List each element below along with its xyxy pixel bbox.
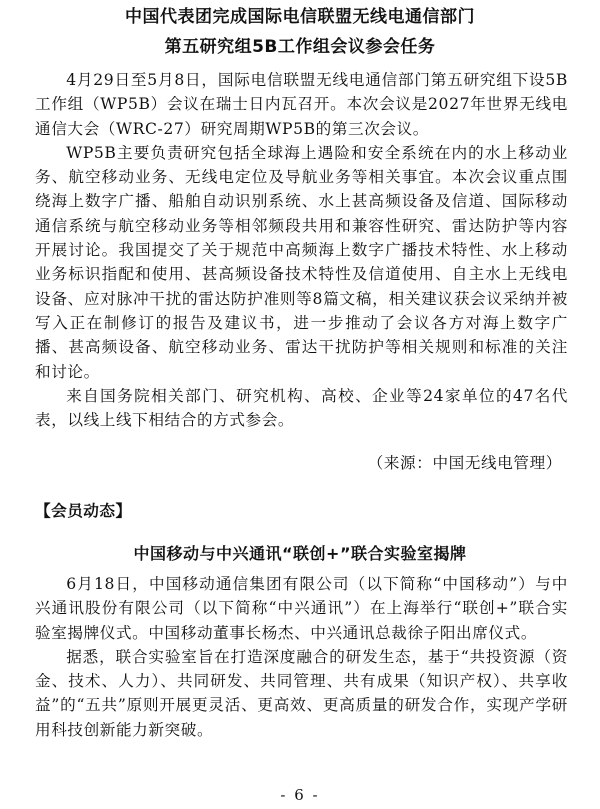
- article-body: [35, 68, 568, 432]
- paragraph: 4月29日至5月8日，国际电信联盟无线电通信部门第五研究组下设5B工作组（WP5B）会议在瑞士日内瓦召开。本次会议是2027年世界无线电通信大会（WRC-27）研究周期WP5B的第三次会议。: [35, 71, 568, 138]
- section-header: 【会员动态】: [35, 502, 132, 520]
- page-number: - 6 -: [280, 786, 320, 804]
- paragraph: 来自国务院相关部门、研究机构、高校、企业等24家单位的47名代表，以线上线下相结合的方式参会。: [35, 386, 568, 430]
- paragraph: 据悉，联合实验室旨在打造深度融合的研发生态，基于“共投资源（资金、技术、人力）、共同研发、共同管理、共有成果（知识产权）、共享收益”的“五共”原则开展更灵活、更高效、更高质量的研发合作，实现产学研用科技创新能力新突破。: [35, 647, 568, 739]
- article-title-line-2: 第五研究组5B工作组会议参会任务: [164, 37, 436, 57]
- paragraph: WP5B主要负责研究包括全球海上遇险和安全系统在内的水上移动业务、航空移动业务、无线电定位及导航业务等相关事宜。本次会议重点围绕海上数字广播、船舶自动识别系统、水上甚高频设备及信道、国际移动通信系统与航空移动业务等相邻频段共用和兼容性研究、雷达防护等内容开展讨论。我国提交了关于规范中高频海上数字广播技术特性、水上移动业务标识指配和使用、甚高频设备技术特性及信道使用、自主水上无线电设备、应对脉冲干扰的雷达防护准则等8篇文稿，相关建议获会议采纳并被写入正在制修订的报告及建议书，进一步推动了会议各方对海上数字广播、甚高频设备、航空移动业务、雷达干扰防护等相关规则和标准的关注和讨论。: [35, 143, 568, 381]
- article-body: [35, 572, 568, 742]
- article-title-line-1: 中国代表团完成国际电信联盟无线电通信部门: [125, 7, 475, 27]
- article-title: 中国移动与中兴通讯“联创+”联合实验室揭牌: [133, 544, 467, 563]
- article-source: （来源：中国无线电管理）: [367, 454, 562, 472]
- paragraph: 6月18日，中国移动通信集团有限公司（以下简称“中国移动”）与中兴通讯股份有限公司（以下简称“中兴通讯”）在上海举行“联创+”联合实验室揭牌仪式。中国移动董事长杨杰、中兴通讯总裁徐子阳出席仪式。: [35, 575, 568, 642]
